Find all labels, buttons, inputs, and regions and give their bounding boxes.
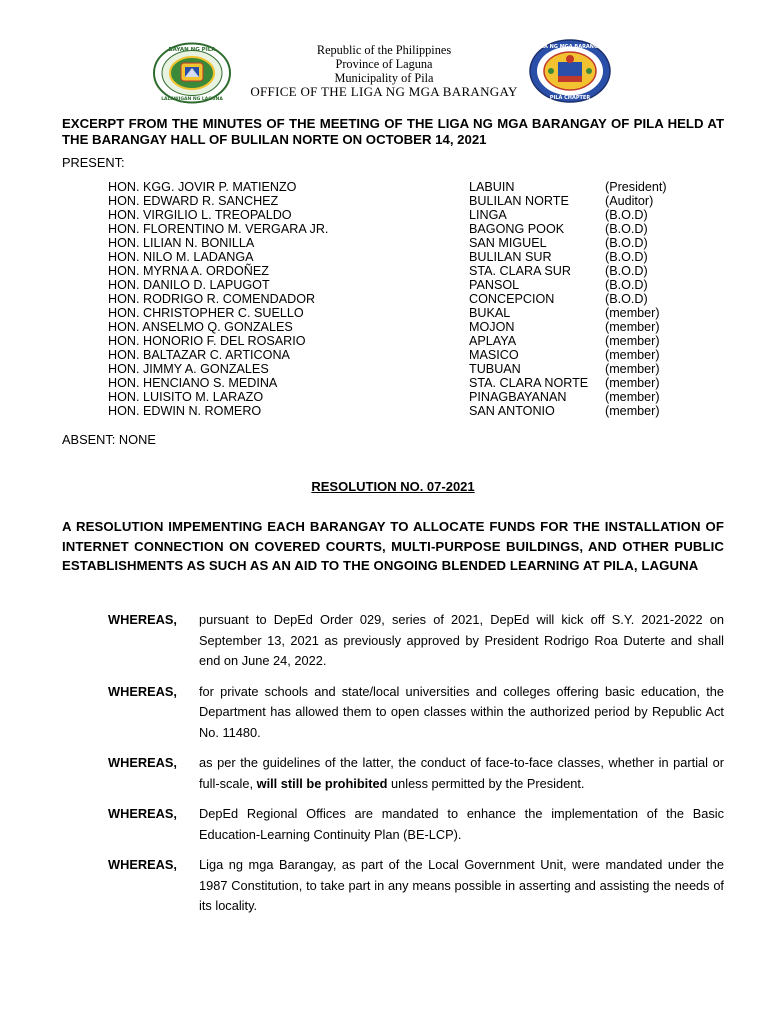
attendee-name: HON. EDWARD R. SANCHEZ [108, 194, 279, 208]
attendee-name: HON. DANILO D. LAPUGOT [108, 278, 270, 292]
attendee-name: HON. NILO M. LADANGA [108, 250, 254, 264]
attendance-row [108, 208, 728, 222]
resolution-title: A RESOLUTION IMPEMENTING EACH BARANGAY TO ALLOCATE FUNDS FOR THE INSTALLATION OF INTERNET CONNECTION ON COVERED COURTS, MULTI-PURPOSE BUILDINGS, AND OTHER PUBLIC ESTABLISHMENTS AS SUCH AS AN AID TO THE ONGOING BLENDED LEARNING AT PILA, LAGUNA [62, 519, 724, 573]
letterhead [0, 43, 768, 99]
attendance-row [108, 236, 728, 250]
whereas-clause [108, 804, 724, 845]
attendee-name: HON. EDWIN N. ROMERO [108, 404, 262, 418]
attendee-role: (member) [605, 306, 660, 320]
attendance-row [108, 194, 728, 208]
whereas-text-part: unless permitted by the President. [387, 775, 585, 791]
attendance-row [108, 390, 728, 404]
attendee-barangay: PANSOL [469, 278, 520, 292]
attendee-barangay: PINAGBAYANAN [469, 390, 567, 404]
attendee-name: HON. HONORIO F. DEL ROSARIO [108, 334, 306, 348]
attendee-role: (B.O.D) [605, 292, 648, 306]
attendee-barangay: BULILAN NORTE [469, 194, 569, 208]
whereas-label: WHEREAS, [108, 683, 177, 699]
whereas-text [199, 753, 724, 794]
attendee-barangay: BUKAL [469, 306, 511, 320]
whereas-label: WHEREAS, [108, 857, 177, 872]
attendance-row [108, 404, 728, 418]
excerpt-title: EXCERPT FROM THE MINUTES OF THE MEETING OF THE LIGA NG MGA BARANGAY OF PILA HELD AT THE BARANGAY HALL OF BULILAN NORTE ON OCTOBER 14, 2021 [62, 116, 724, 147]
attendee-barangay: MASICO [469, 348, 519, 362]
attendee-role: (member) [605, 348, 660, 362]
attendee-barangay: BAGONG POOK [469, 222, 565, 236]
whereas-text: DepEd Regional Offices are mandated to enhance the implementation of the Basic Education-Learning Continuity Plan (BE-LCP). [199, 806, 724, 842]
province-line: Province of Laguna [335, 57, 433, 71]
attendance-list [108, 180, 728, 418]
whereas-clause [108, 610, 724, 672]
seal-left-top-text: BAYAN NG PILA [168, 47, 216, 53]
attendee-name: HON. VIRGILIO L. TREOPALDO [108, 208, 292, 222]
attendee-role: (B.O.D) [605, 264, 648, 278]
attendance-row [108, 334, 728, 348]
whereas-label: WHEREAS, [108, 755, 177, 770]
attendee-role: (B.O.D) [605, 236, 648, 250]
attendance-row [108, 180, 728, 194]
attendee-name: HON. ANSELMO Q. GONZALES [108, 320, 293, 334]
whereas-clause [108, 753, 724, 794]
attendee-name: HON. BALTAZAR C. ARTICONA [108, 348, 290, 362]
whereas-emphasis: will still be prohibited [256, 775, 388, 791]
attendee-name: HON. LUISITO M. LARAZO [108, 390, 264, 404]
municipality-line: Municipality of Pila [334, 71, 434, 85]
attendee-barangay: TUBUAN [469, 362, 521, 376]
attendee-role: (member) [605, 390, 660, 404]
attendee-role: (B.O.D) [605, 278, 648, 292]
attendee-role: (member) [605, 320, 660, 334]
whereas-clause [108, 855, 724, 917]
attendee-role: (Auditor) [605, 194, 654, 208]
attendee-name: HON. FLORENTINO M. VERGARA JR. [108, 222, 329, 236]
office-line: OFFICE OF THE LIGA NG MGA BARANGAY [250, 84, 518, 99]
attendance-row [108, 348, 728, 362]
attendee-role: (member) [605, 362, 660, 376]
attendee-barangay: BULILAN SUR [469, 250, 552, 264]
attendance-row [108, 320, 728, 334]
attendee-barangay: STA. CLARA SUR [469, 264, 571, 278]
republic-line: Republic of the Philippines [316, 43, 452, 57]
attendee-name: HON. JIMMY A. GONZALES [108, 362, 269, 376]
attendee-barangay: STA. CLARA NORTE [469, 376, 589, 390]
whereas-label: WHEREAS, [108, 806, 177, 821]
attendance-row [108, 362, 728, 376]
attendee-name: HON. HENCIANO S. MEDINA [108, 376, 278, 390]
attendee-name: HON. MYRNA A. ORDOÑEZ [108, 264, 269, 278]
attendee-role: (B.O.D) [605, 222, 648, 236]
attendance-row [108, 376, 728, 390]
attendee-barangay: LINGA [469, 208, 507, 222]
present-label: PRESENT: [62, 155, 125, 170]
absent-line: ABSENT: NONE [62, 432, 156, 447]
whereas-text: for private schools and state/local universities and colleges offering basic education, the Department has allowed them to open classes within the authorized period by Republic Act No. 11480. [199, 683, 724, 740]
attendee-role: (B.O.D) [605, 250, 648, 264]
attendee-barangay: LABUIN [469, 180, 515, 194]
seal-right-bottom-text: PILA CHAPTER [549, 95, 591, 101]
attendee-barangay: MOJON [469, 320, 515, 334]
attendance-row [108, 264, 728, 278]
whereas-text: Liga ng mga Barangay, as part of the Local Government Unit, were mandated under the 1987 Constitution, to take part in any means possible in asserting and assisting the needs of its locality. [199, 857, 724, 913]
attendee-barangay: CONCEPCION [469, 292, 555, 306]
attendee-name: HON. CHRISTOPHER C. SUELLO [108, 306, 304, 320]
attendee-name: HON. RODRIGO R. COMENDADOR [108, 292, 316, 306]
attendee-role: (member) [605, 404, 660, 418]
whereas-clauses [108, 610, 724, 927]
attendance-row [108, 278, 728, 292]
attendee-role: (member) [605, 376, 660, 390]
attendee-barangay: SAN ANTONIO [469, 404, 555, 418]
whereas-label: WHEREAS, [108, 612, 177, 627]
attendance-row [108, 292, 728, 306]
attendance-row [108, 222, 728, 236]
whereas-text: pursuant to DepEd Order 029, series of 2021, DepEd will kick off S.Y. 2021-2022 on September 13, 2021 as previously approved by President Rodrigo Roa Duterte and shall end on June 24, 2022. [199, 612, 724, 668]
attendee-role: (B.O.D) [605, 208, 648, 222]
attendee-name: HON. LILIAN N. BONILLA [108, 236, 255, 250]
whereas-clause [108, 682, 724, 744]
attendee-role: (member) [605, 334, 660, 348]
seal-left-bottom-text: LALAWIGAN NG LAGUNA [161, 97, 223, 102]
attendee-name: HON. KGG. JOVIR P. MATIENZO [108, 180, 297, 194]
attendance-row [108, 306, 728, 320]
seal-right-top-text: LIGA NG MGA BARANGAY [534, 44, 606, 50]
resolution-number: RESOLUTION NO. 07-2021 [311, 479, 475, 494]
attendee-barangay: APLAYA [469, 334, 517, 348]
liga-barangay-seal-icon [528, 38, 612, 104]
attendance-row [108, 250, 728, 264]
whereas-text-part: as per the guidelines of the latter, the conduct of face-to-face classes, whether in partial or full-scale, [199, 755, 724, 791]
attendee-role: (President) [605, 180, 667, 194]
attendee-barangay: SAN MIGUEL [469, 236, 547, 250]
